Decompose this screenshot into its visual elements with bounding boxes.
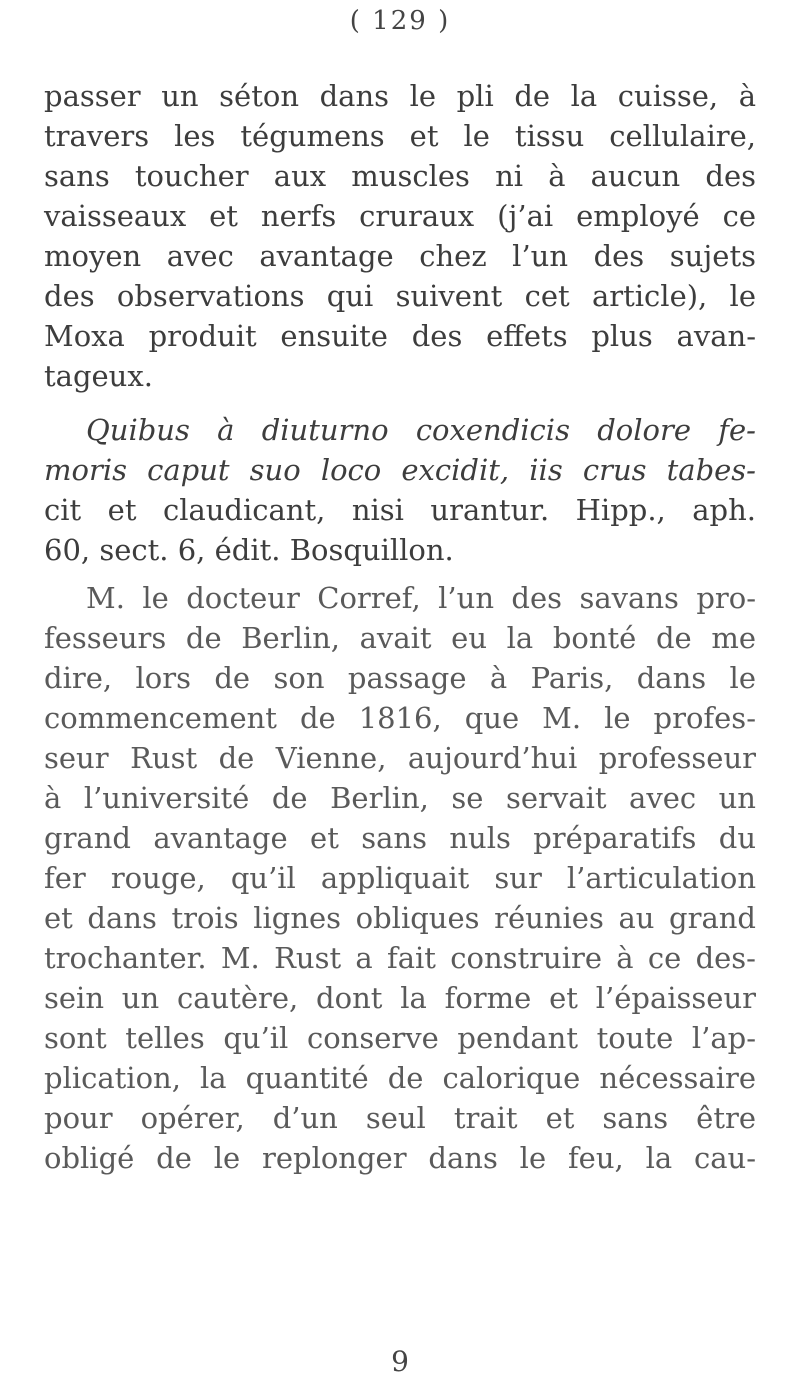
text-line-4: vaisseaux et nerfs cruraux (j’ai employé ce (44, 199, 756, 233)
latin-quote-line-1: Quibus à diuturno coxendicis dolore fe- (86, 413, 756, 447)
text-line-17: seur Rust de Vienne, aujourd’hui professeur (44, 741, 756, 775)
text-line-19: grand avantage et sans nuls préparatifs du (44, 821, 756, 855)
text-line-5: moyen avec avantage chez l’un des sujets (44, 239, 756, 273)
text-line-22: trochanter. M. Rust a fait construire à ce des- (44, 941, 756, 975)
latin-quote-line-2: moris caput suo loco excidit, iis crus tabes- (44, 453, 756, 487)
text-line-24: sont telles qu’il conserve pendant toute l’ap- (44, 1021, 756, 1055)
text-line-23: sein un cautère, dont la forme et l’épaisseur (44, 981, 756, 1015)
text-line-3: sans toucher aux muscles ni à aucun des (44, 159, 756, 193)
text-line-27: obligé de le replonger dans le feu, la cau- (44, 1141, 756, 1175)
text-line-2: travers les tégumens et le tissu cellulaire, (44, 119, 756, 153)
text-line-18: à l’université de Berlin, se servait avec un (44, 781, 756, 815)
text-line-25: plication, la quantité de calorique nécessaire (44, 1061, 756, 1095)
text-line-7: Moxa produit ensuite des effets plus avan- (44, 319, 756, 353)
text-line-15: dire, lors de son passage à Paris, dans le (44, 661, 756, 695)
text-line-21: et dans trois lignes obliques réunies au grand (44, 901, 756, 935)
citation-line: 60, sect. 6, édit. Bosquillon. (44, 533, 454, 567)
text-line-8: tageux. (44, 359, 153, 393)
signature-mark: 9 (391, 1345, 409, 1378)
text-line-14: fesseurs de Berlin, avait eu la bonté de me (44, 621, 756, 655)
text-line-13: M. le docteur Corref, l’un des savans pro- (86, 581, 756, 615)
page-number-header: ( 129 ) (349, 6, 451, 36)
latin-quote-line-3: cit et claudicant, nisi urantur. Hipp., aph. (44, 493, 756, 527)
text-line-6: des observations qui suivent cet article), le (44, 279, 756, 313)
text-line-16: commencement de 1816, que M. le profes- (44, 701, 756, 735)
text-line-1: passer un séton dans le pli de la cuisse, à (44, 79, 756, 113)
text-line-20: fer rouge, qu’il appliquait sur l’articulation (44, 861, 756, 895)
text-line-26: pour opérer, d’un seul trait et sans être (44, 1101, 756, 1135)
